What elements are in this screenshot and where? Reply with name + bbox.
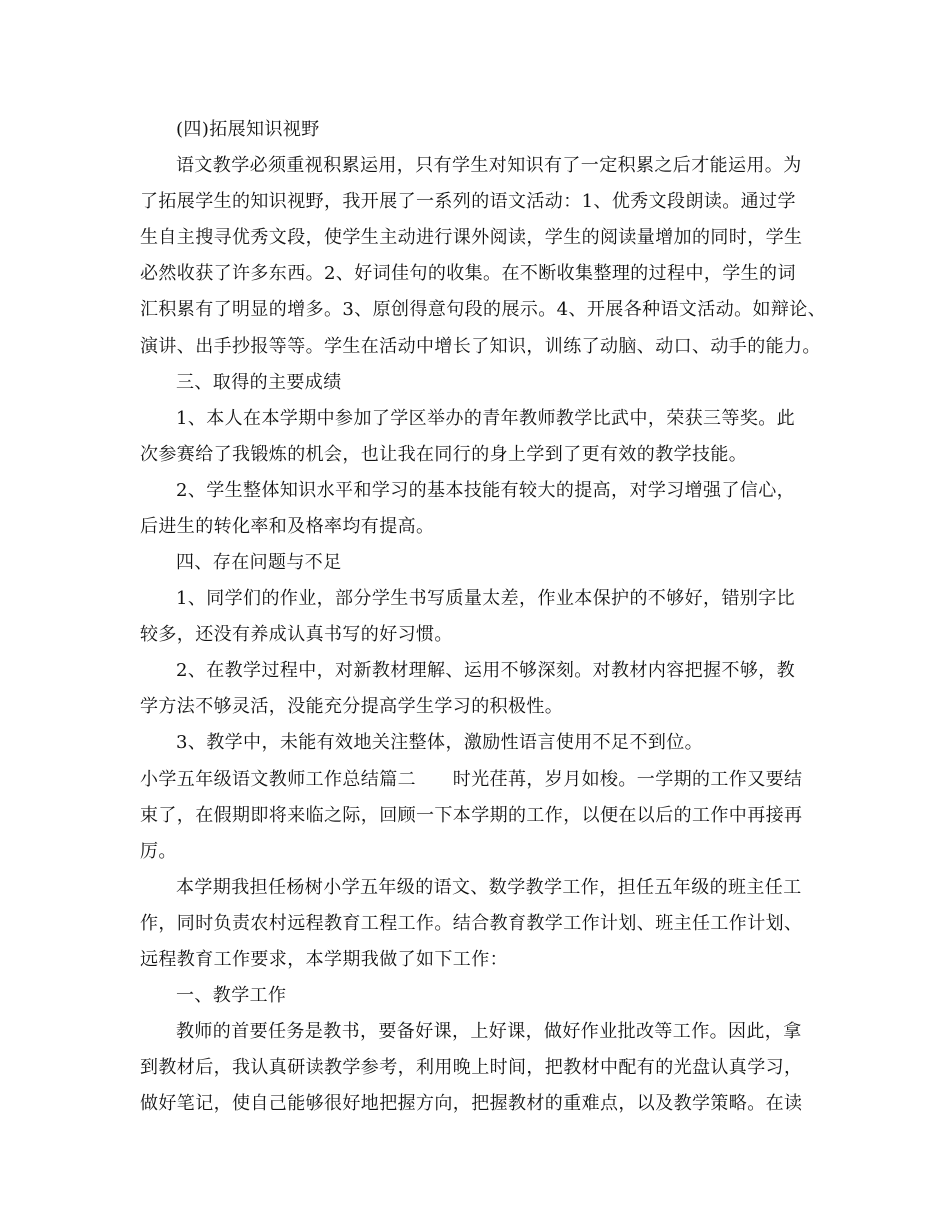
text-line: 学方法不够灵活，没能充分提高学生学习的积极性。 — [140, 696, 564, 717]
text-line: 做好笔记，使自己能够很好地把握方向，把握教材的重难点，以及教学策略。在读 — [140, 1093, 803, 1114]
text-line: 厉。 — [140, 841, 177, 862]
text-line: 语文教学必须重视积累运用，只有学生对知识有了一定积累之后才能运用。为 — [176, 155, 802, 176]
text-line: 本学期我担任杨树小学五年级的语文、数学教学工作，担任五年级的班主任工 — [176, 877, 802, 898]
heading-expand-knowledge: (四)拓展知识视野 — [176, 119, 320, 140]
text-line: 必然收获了许多东西。2、好词佳句的收集。在不断收集整理的过程中，学生的词 — [140, 263, 796, 284]
text-line: 2、在教学过程中，对新教材理解、运用不够深刻。对教材内容把握不够，教 — [176, 660, 796, 681]
text-line: 1、本人在本学期中参加了学区举办的青年教师教学比武中，荣获三等奖。此 — [176, 408, 796, 429]
heading-teaching-work: 一、教学工作 — [176, 985, 287, 1006]
text-line: 远程教育工作要求，本学期我做了如下工作： — [140, 949, 508, 970]
text-line: 较多，还没有养成认真书写的好习惯。 — [140, 624, 453, 645]
text-line: 生自主搜寻优秀文段，使学生主动进行课外阅读，学生的阅读量增加的同时，学生 — [140, 227, 803, 248]
text-line: 束了，在假期即将来临之际，回顾一下本学期的工作，以便在以后的工作中再接再 — [140, 805, 803, 826]
text-line: 教师的首要任务是教书，要备好课，上好课，做好作业批改等工作。因此，拿 — [176, 1021, 802, 1042]
heading-problems: 四、存在问题与不足 — [176, 552, 342, 573]
text-line: 汇积累有了明显的增多。3、原创得意句段的展示。4、开展各种语文活动。如辩论、 — [140, 299, 827, 320]
section-title-line: 小学五年级语文教师工作总结篇二 时光荏苒，岁月如梭。一学期的工作又要结 — [140, 769, 803, 790]
text-line: 3、教学中，未能有效地关注整体，激励性语言使用不足不到位。 — [176, 732, 704, 753]
text-line: 了拓展学生的知识视野，我开展了一系列的语文活动：1、优秀文段朗读。通过学 — [140, 191, 796, 212]
text-line: 次参赛给了我锻炼的机会，也让我在同行的身上学到了更有效的教学技能。 — [140, 444, 748, 465]
text-line: 1、同学们的作业，部分学生书写质量太差，作业本保护的不够好，错别字比 — [176, 588, 796, 609]
text-line: 作，同时负责农村远程教育工程工作。结合教育教学工作计划、班主任工作计划、 — [140, 913, 803, 934]
heading-main-achievements: 三、取得的主要成绩 — [176, 372, 342, 393]
text-line: 到教材后，我认真研读教学参考，利用晚上时间，把教材中配有的光盘认真学习， — [140, 1057, 803, 1078]
text-line: 演讲、出手抄报等等。学生在活动中增长了知识，训练了动脑、动口、动手的能力。 — [140, 336, 821, 357]
text-line: 后进生的转化率和及格率均有提高。 — [140, 516, 435, 537]
text-line: 2、学生整体知识水平和学习的基本技能有较大的提高，对学习增强了信心， — [176, 480, 796, 501]
